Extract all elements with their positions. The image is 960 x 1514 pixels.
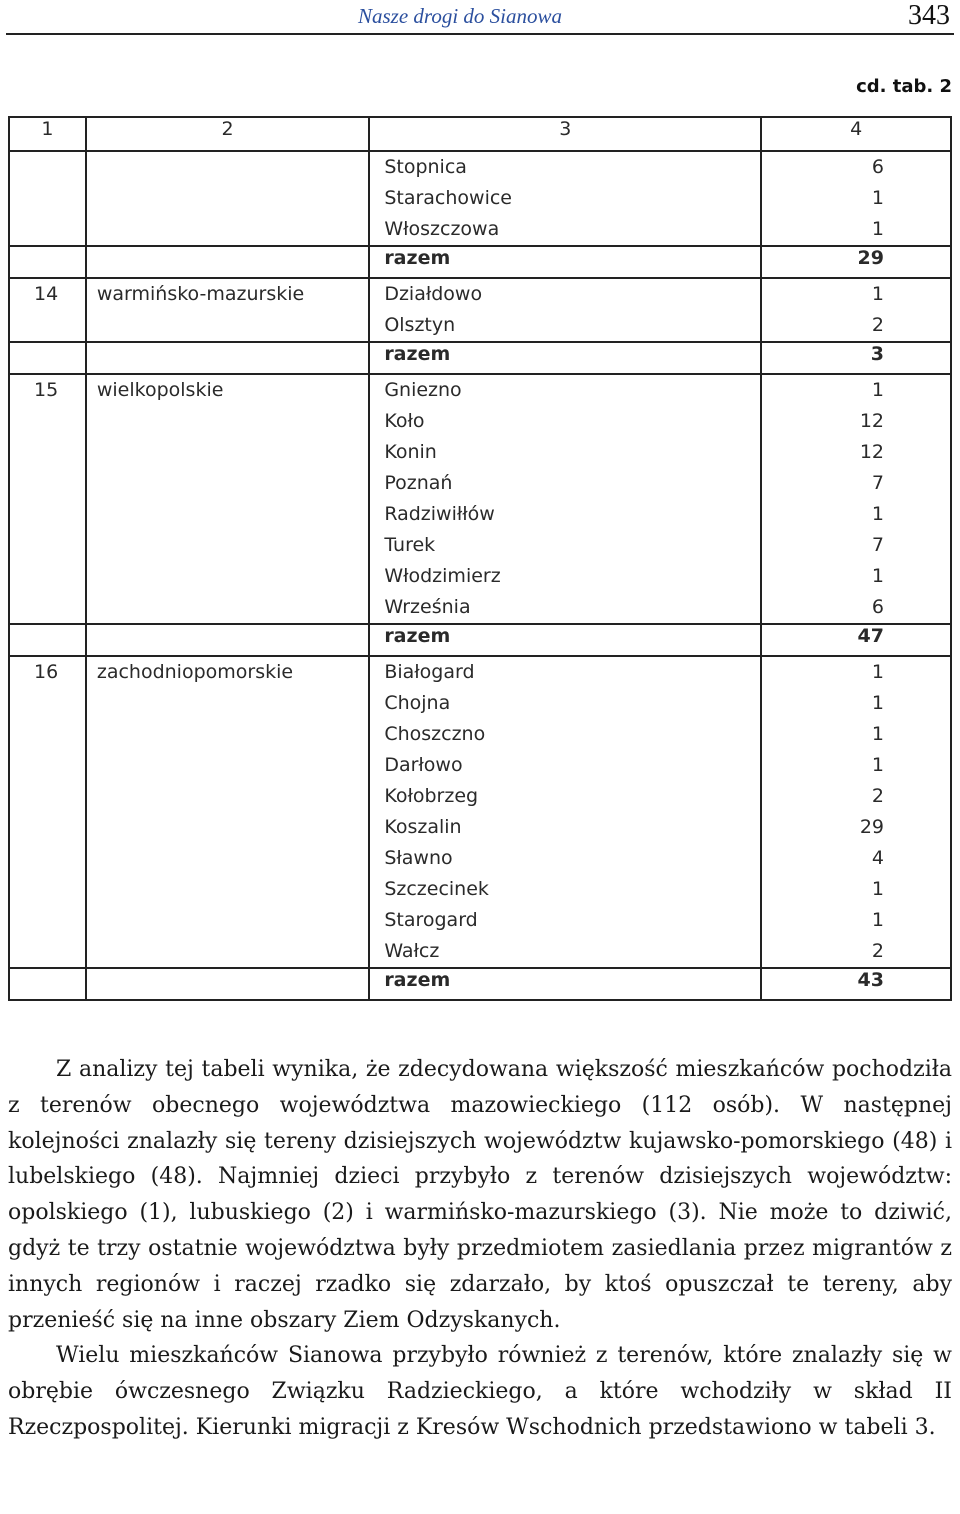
subtotal-value: 47 — [761, 624, 951, 656]
column-header: 3 — [369, 117, 761, 151]
place-count: 2 — [871, 940, 884, 962]
places-cell — [369, 151, 761, 246]
place-name: Choszczno — [384, 723, 486, 745]
table-row — [9, 151, 951, 246]
place-count: 1 — [871, 661, 884, 683]
place-count: 6 — [871, 596, 884, 618]
place-count: 2 — [871, 785, 884, 807]
place-count: 1 — [871, 692, 884, 714]
column-header: 2 — [86, 117, 369, 151]
empty-cell — [9, 624, 86, 656]
place-name: Kołobrzeg — [384, 785, 479, 807]
empty-cell — [9, 342, 86, 374]
place-count: 1 — [871, 218, 884, 240]
place-count: 6 — [871, 156, 884, 178]
place-count: 1 — [871, 565, 884, 587]
place-count: 1 — [871, 379, 884, 401]
body-text — [8, 1052, 952, 1446]
place-name: Wałcz — [384, 940, 440, 962]
place-name: Działdowo — [384, 283, 483, 305]
subtotal-label: razem — [369, 624, 761, 656]
group-number-cell — [9, 656, 86, 968]
place-name: Olsztyn — [384, 314, 456, 336]
place-name: Koło — [384, 410, 425, 432]
place-name: Sławno — [384, 847, 453, 869]
place-name: Gniezno — [384, 379, 462, 401]
place-count: 1 — [871, 187, 884, 209]
place-count: 1 — [871, 909, 884, 931]
group-number: 16 — [34, 661, 59, 683]
places-cell — [369, 278, 761, 342]
empty-cell — [9, 968, 86, 1000]
migration-table — [8, 116, 952, 1001]
group-number-cell — [9, 374, 86, 624]
place-name: Radziwiłłów — [384, 503, 495, 525]
place-name: Turek — [384, 534, 436, 556]
column-header: 4 — [761, 117, 951, 151]
place-count: 1 — [871, 723, 884, 745]
group-number: 14 — [34, 283, 59, 305]
table-row — [9, 374, 951, 624]
place-count: 1 — [871, 878, 884, 900]
voivodeship-cell — [86, 278, 369, 342]
paragraph: Wielu mieszkańców Sianowa przybyło również z terenów, które znalazły się w obrębie ówczesnego Związku Radzieckiego, a które wchodziły w skład II Rzeczpospolitej. Kierunki migracji z Kresów Wschodnich przedstawiono w tabeli 3. — [8, 1343, 952, 1440]
voivodeship-name: zachodniopomorskie — [96, 661, 294, 683]
place-count: 7 — [871, 534, 884, 556]
place-name: Starachowice — [384, 187, 512, 209]
voivodeship-name: warmińsko-mazurskie — [96, 283, 305, 305]
place-count: 12 — [859, 441, 884, 463]
place-name: Konin — [384, 441, 437, 463]
place-count: 7 — [871, 472, 884, 494]
counts-cell — [761, 278, 951, 342]
voivodeship-cell — [86, 374, 369, 624]
places-cell — [369, 374, 761, 624]
empty-cell — [86, 246, 369, 278]
table-row — [9, 656, 951, 968]
group-number: 15 — [34, 379, 59, 401]
page-header — [0, 0, 960, 34]
place-count: 1 — [871, 754, 884, 776]
group-number-cell — [9, 278, 86, 342]
place-count: 12 — [859, 410, 884, 432]
table-row — [9, 278, 951, 342]
place-name: Koszalin — [384, 816, 462, 838]
empty-cell — [86, 968, 369, 1000]
counts-cell — [761, 656, 951, 968]
place-name: Starogard — [384, 909, 478, 931]
empty-cell — [86, 342, 369, 374]
subtotal-row — [9, 968, 951, 1000]
column-header: 1 — [9, 117, 86, 151]
voivodeship-cell — [86, 656, 369, 968]
subtotal-label: razem — [369, 246, 761, 278]
place-name: Września — [384, 596, 471, 618]
subtotal-row — [9, 342, 951, 374]
header-rule — [6, 33, 954, 35]
subtotal-value: 43 — [761, 968, 951, 1000]
subtotal-row — [9, 624, 951, 656]
empty-cell — [86, 624, 369, 656]
running-title: Nasze drogi do Sianowa — [358, 4, 562, 28]
place-count: 29 — [859, 816, 884, 838]
place-name: Włoszczowa — [384, 218, 500, 240]
counts-cell — [761, 151, 951, 246]
group-number-cell — [9, 151, 86, 246]
subtotal-label: razem — [369, 968, 761, 1000]
paragraph: Z analizy tej tabeli wynika, że zdecydowana większość mieszkańców pochodziła z terenów obecnego województwa mazowieckiego (112 osób). W następnej kolejności znalazły się tereny dzisiejszych województw kujawsko-pomorskiego (48) i lubelskiego (48). Najmniej dzieci przybyło z terenów dzisiejszych województw: opolskiego (1), lubuskiego (2) i warmińsko-mazurskiego (3). Nie może to dziwić, gdyż te trzy ostatnie województwa były przedmiotem zasiedlania przez migrantów z innych regionów i raczej rzadko się zdarzało, by ktoś opuszczał te tereny, aby przenieść się na inne obszary Ziem Odzyskanych. — [8, 1057, 952, 1333]
empty-cell — [9, 246, 86, 278]
place-name: Szczecinek — [384, 878, 489, 900]
page-number: 343 — [908, 0, 950, 31]
place-count: 1 — [871, 503, 884, 525]
place-name: Stopnica — [384, 156, 467, 178]
subtotal-row — [9, 246, 951, 278]
table-header-row — [9, 117, 951, 151]
place-name: Chojna — [384, 692, 451, 714]
place-name: Włodzimierz — [384, 565, 501, 587]
place-count: 4 — [871, 847, 884, 869]
place-count: 1 — [871, 283, 884, 305]
place-name: Darłowo — [384, 754, 463, 776]
place-name: Poznań — [384, 472, 453, 494]
place-name: Białogard — [384, 661, 475, 683]
subtotal-value: 29 — [761, 246, 951, 278]
counts-cell — [761, 374, 951, 624]
place-count: 2 — [871, 314, 884, 336]
subtotal-value: 3 — [761, 342, 951, 374]
table-continued-label: cd. tab. 2 — [856, 76, 952, 97]
subtotal-label: razem — [369, 342, 761, 374]
voivodeship-cell — [86, 151, 369, 246]
places-cell — [369, 656, 761, 968]
voivodeship-name: wielkopolskie — [96, 379, 224, 401]
